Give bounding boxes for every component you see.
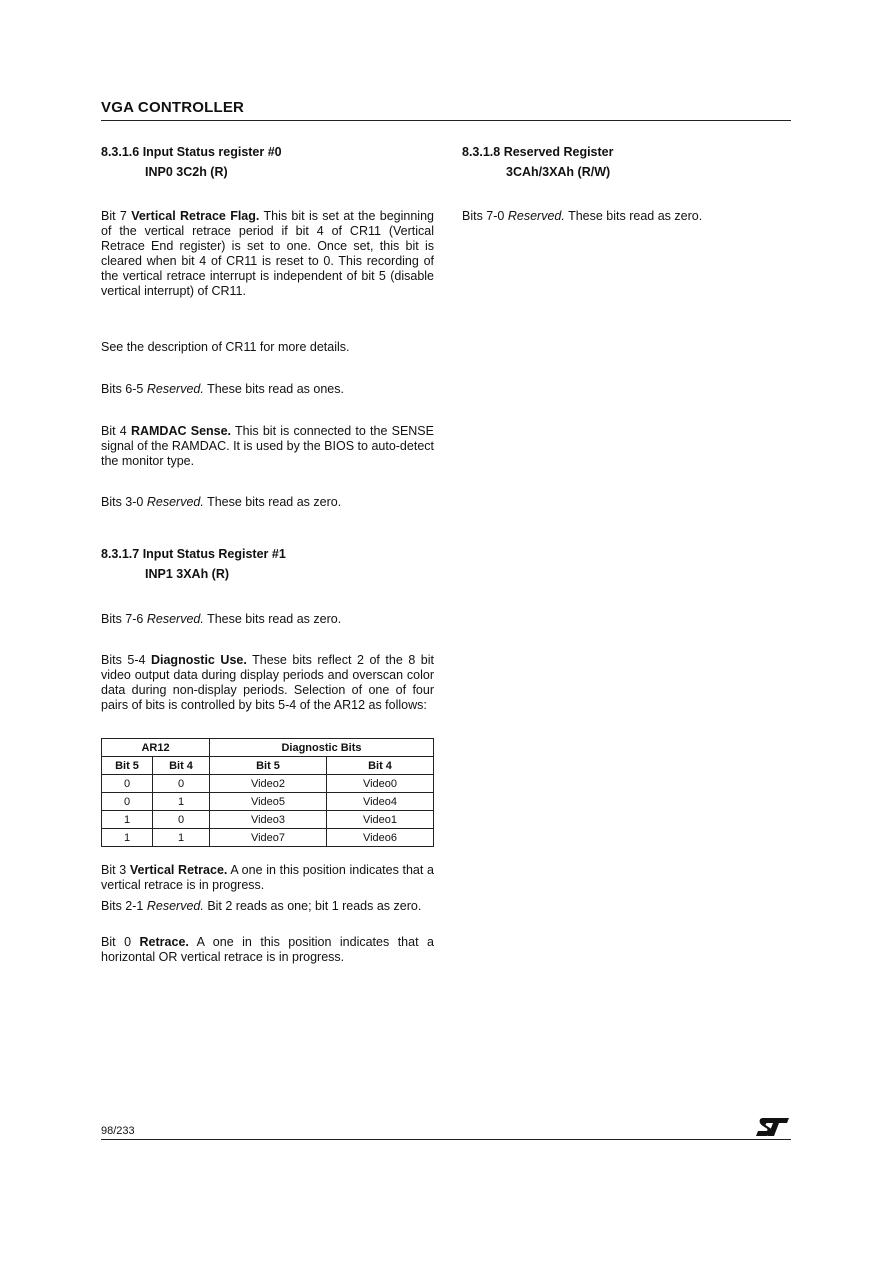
table-column-header: Bit 5 <box>102 757 153 775</box>
table-cell: 1 <box>102 829 153 847</box>
paragraph-see-cr11 <box>101 340 434 355</box>
table-column-header: Bit 4 <box>153 757 210 775</box>
diagnostic-bits-table <box>101 738 434 847</box>
paragraph-bits-3-0 <box>101 495 434 510</box>
table-column-header-row <box>102 757 434 775</box>
para-lead: Bit 0 <box>101 935 140 949</box>
section-title: 8.3.1.7 Input Status Register #1 <box>101 547 286 561</box>
page-number: 98/233 <box>101 1125 135 1137</box>
st-logo-icon <box>755 1116 791 1138</box>
paragraph-bit7 <box>101 209 434 299</box>
table-row <box>102 811 434 829</box>
para-body: Bit 2 reads as one; bit 1 reads as zero. <box>203 899 422 913</box>
paragraph-bit0 <box>101 935 434 965</box>
table-cell: Video3 <box>210 811 327 829</box>
para-body: A one in this position indicates that a vertical retrace is in progress. <box>101 863 434 892</box>
para-lead: Bits 6-5 <box>101 382 147 396</box>
para-lead: Bits 7-0 <box>462 209 508 223</box>
para-lead: Bit 3 <box>101 863 130 877</box>
table-cell: Video5 <box>210 793 327 811</box>
para-body: See the description of CR11 for more details. <box>101 340 350 354</box>
para-body: These bits read as ones. <box>203 382 344 396</box>
table-cell: Video4 <box>327 793 434 811</box>
para-body: A one in this position indicates that a horizontal OR vertical retrace is in progress. <box>101 935 434 964</box>
para-lead: Bits 5-4 <box>101 653 151 667</box>
table-cell: 0 <box>102 775 153 793</box>
para-term: Reserved. <box>146 899 204 913</box>
table-cell: 1 <box>153 829 210 847</box>
para-lead: Bits 7-6 <box>101 612 147 626</box>
table-cell: Video7 <box>210 829 327 847</box>
page-header-title: VGA CONTROLLER <box>101 99 245 116</box>
footer-rule <box>101 1139 791 1140</box>
para-term: Reserved. <box>146 382 204 396</box>
table-cell: 1 <box>153 793 210 811</box>
para-lead: Bits 3-0 <box>101 495 147 509</box>
table-group-header: Diagnostic Bits <box>210 739 434 757</box>
para-term: Diagnostic Use. <box>150 653 247 667</box>
section-heading-input-status-1 <box>101 544 434 584</box>
para-term: Reserved. <box>146 612 204 626</box>
table-cell: 0 <box>153 811 210 829</box>
paragraph-bit3 <box>101 863 434 893</box>
table-cell: Video1 <box>327 811 434 829</box>
paragraph-bits-7-6 <box>101 612 434 627</box>
paragraph-bit4 <box>101 424 434 469</box>
table-cell: 0 <box>153 775 210 793</box>
section-subtitle: INP0 3C2h (R) <box>145 165 228 179</box>
para-body: This bit is connected to the SENSE signal of the RAMDAC. It is used by the BIOS to auto-detect the monitor type. <box>101 424 434 468</box>
table-row <box>102 829 434 847</box>
paragraph-bits-6-5 <box>101 382 434 397</box>
table-cell: Video2 <box>210 775 327 793</box>
para-body: This bit is set at the beginning of the vertical retrace period if bit 4 of CR11 (Vertical Retrace End register) is set to one. Once set, this bit is cleared when bit 4 of CR11 is reset to 0. This recording of the vertical retrace interrupt is independent of bit 5 (disable vertical interrupt) of CR11. <box>101 209 434 298</box>
para-term: RAMDAC Sense. <box>130 424 232 438</box>
section-subtitle: 3CAh/3XAh (R/W) <box>506 165 611 179</box>
para-lead: Bits 2-1 <box>101 899 147 913</box>
para-body: These bits read as zero. <box>203 495 342 509</box>
para-term: Vertical Retrace. <box>129 863 228 877</box>
table-row <box>102 775 434 793</box>
para-term: Retrace. <box>139 935 189 949</box>
table-group-header-row <box>102 739 434 757</box>
table-cell: Video0 <box>327 775 434 793</box>
table-column-header: Bit 4 <box>327 757 434 775</box>
para-lead: Bit 7 <box>101 209 132 223</box>
paragraph-bits-2-1 <box>101 899 434 914</box>
table-cell: 0 <box>102 793 153 811</box>
section-title: 8.3.1.6 Input Status register #0 <box>101 145 282 159</box>
section-heading-reserved-register <box>462 142 792 182</box>
paragraph-bits-5-4 <box>101 653 434 713</box>
para-body: These bits reflect 2 of the 8 bit video output data during display periods and overscan color data during non-display periods. Selection of one of four pairs of bits is controlled by bits 5-4 of the AR12 as follows: <box>101 653 435 712</box>
paragraph-bits-7-0 <box>462 209 792 224</box>
section-title: 8.3.1.8 Reserved Register <box>462 145 614 159</box>
para-lead: Bit 4 <box>101 424 131 438</box>
section-heading-input-status-0 <box>101 142 434 182</box>
para-body: These bits read as zero. <box>564 209 703 223</box>
para-term: Vertical Retrace Flag. <box>131 209 260 223</box>
para-term: Reserved. <box>507 209 565 223</box>
section-subtitle: INP1 3XAh (R) <box>145 567 230 581</box>
table-group-header: AR12 <box>102 739 210 757</box>
table-cell: Video6 <box>327 829 434 847</box>
table-column-header: Bit 5 <box>210 757 327 775</box>
table-row <box>102 793 434 811</box>
table-cell: 1 <box>102 811 153 829</box>
para-body: These bits read as zero. <box>203 612 342 626</box>
header-rule <box>101 120 791 121</box>
para-term: Reserved. <box>146 495 204 509</box>
